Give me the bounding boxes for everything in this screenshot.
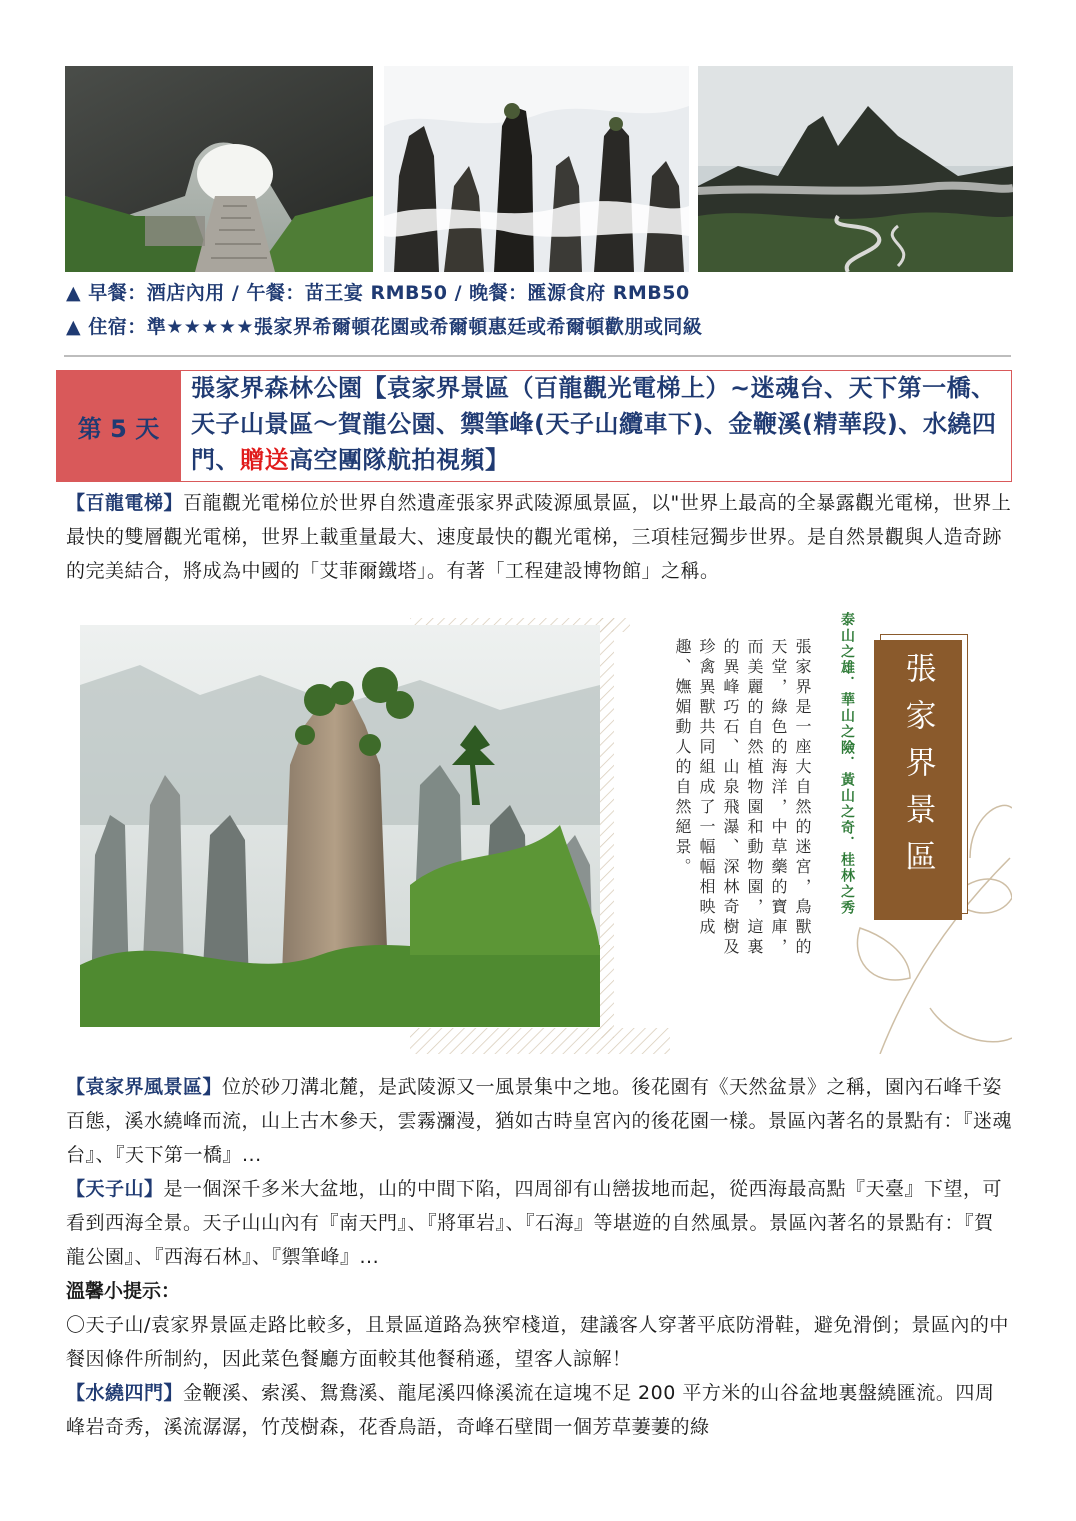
meal-info: ▲ 早餐：酒店內用 / 午餐：苗王宴 RMB50 / 晚餐：匯源食府 RMB50 bbox=[66, 282, 690, 304]
hotel-info: ▲ 住宿：準★★★★★張家界希爾頓花園或希爾頓惠廷或希爾頓歡朋或同級 bbox=[66, 316, 703, 338]
bailong-paragraph bbox=[66, 486, 1012, 588]
tips-text: 〇天子山/袁家界景區走路比較多，且景區道路為狹窄棧道，建議客人穿著平底防滑鞋，避免滑倒；景區內的中餐因條件所制約，因此菜色餐廳方面較其他餐稍遜，望客人諒解！ bbox=[66, 1314, 1009, 1370]
day-badge: 第 5 天 bbox=[56, 370, 181, 482]
feature-slogan: 泰山之雄．華山之險．黃山之奇．桂林之秀 bbox=[839, 612, 855, 916]
shuirao-paragraph bbox=[66, 1376, 1012, 1444]
bailong-tag: 【百龍電梯】 bbox=[66, 492, 184, 514]
zhangjiajie-pillar-photo bbox=[80, 625, 600, 1027]
tianmen-cave-photo bbox=[65, 66, 373, 272]
shuirao-text: 金鞭溪、索溪、鴛鴦溪、龍尾溪四條溪流在這塊不足 200 平方米的山谷盆地裏盤繞匯流。四周峰岩奇秀，溪流潺潺，竹茂樹森，花香鳥語，奇峰石壁間一個芳草萋萋的綠 bbox=[66, 1382, 995, 1438]
bailong-text: 百龍觀光電梯位於世界自然遺產張家界武陵源風景區，以"世界上最高的全暴露觀光電梯，世界上最快的雙層觀光電梯，世界上載重量最大、速度最快的觀光電梯，三項桂冠獨步世界。是自然景觀與人造奇跡的完美結合，將成為中國的「艾菲爾鐵塔」。有著「工程建設博物館」之稱。 bbox=[66, 492, 1012, 582]
tips-heading: 溫馨小提示： bbox=[66, 1280, 181, 1302]
feature-title: 張家界景區 bbox=[899, 652, 936, 887]
day-title bbox=[191, 370, 1009, 478]
misty-pillar-peaks-photo bbox=[384, 66, 689, 272]
yuanjiajie-text: 位於砂刀溝北麓，是武陵源又一風景集中之地。後花園有《天然盆景》之稱，園內石峰千姿百態，溪水繞峰而流，山上古木參天，雲霧瀰漫，猶如古時皇宮內的後花園一樣。景區內著名的景點有：『迷魂台』、『天下第一橋』... bbox=[66, 1076, 1013, 1166]
tianzishan-text: 是一個深千多米大盆地，山的中間下陷，四周卻有山巒拔地而起，從西海最高點『天臺』下望，可看到西海全景。天子山山內有『南天門』、『將軍岩』、『石海』等堪遊的自然風景。景區內著名的景點有：『賀龍公園』、『西海石林』、『禦筆峰』... bbox=[66, 1178, 1003, 1268]
shuirao-tag: 【水繞四門】 bbox=[66, 1382, 184, 1404]
day-title-main: 張家界森林公園【袁家界景區（百龍觀光電梯上）~迷魂台、天下第一橋、天子山景區～賀龍公園、禦筆峰(天子山纜車下)、金鞭溪(精華段)、水繞四門、 bbox=[191, 374, 997, 474]
mountain-road-photo bbox=[698, 66, 1013, 272]
tianzishan-tag: 【天子山】 bbox=[66, 1178, 164, 1200]
section-divider bbox=[64, 355, 1011, 357]
tianzishan-paragraph bbox=[66, 1172, 1012, 1274]
day-title-gift: 贈送 bbox=[240, 446, 289, 474]
yuanjiajie-tag: 【袁家界風景區】 bbox=[66, 1076, 223, 1098]
yuanjiajie-paragraph bbox=[66, 1070, 1012, 1172]
feature-description: 張家界是一座大自然的迷宮，鳥獸的天堂，綠色的海洋，中草藥的寶庫，而美麗的自然植物園和動物園，這裏的異峰巧石、山泉飛瀑、深林奇樹及珍禽異獸共同組成了一幅幅相映成趣、嫵媚動人的自然絕景。 bbox=[673, 638, 812, 958]
day-title-end: 高空團隊航拍視頻】 bbox=[289, 446, 510, 474]
